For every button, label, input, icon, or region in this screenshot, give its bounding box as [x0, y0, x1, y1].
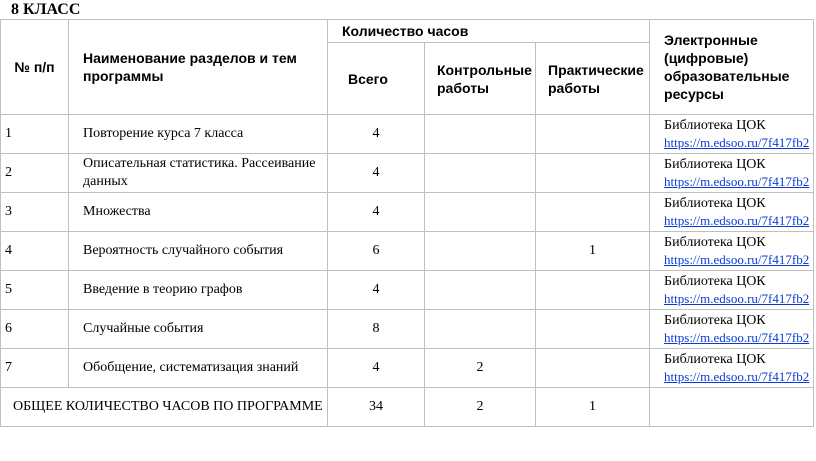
row-number: 1: [1, 115, 69, 154]
row-section-name: Случайные события: [69, 310, 328, 349]
row-section-name: Вероятность случайного события: [69, 232, 328, 271]
page-title: 8 КЛАСС: [11, 1, 81, 18]
library-label: Библиотека ЦОК: [664, 196, 766, 211]
row-resources: [650, 271, 814, 310]
resource-link[interactable]: https://m.edsoo.ru/7f417fb2: [664, 213, 810, 228]
row-resources: [650, 193, 814, 232]
table-row: [1, 349, 814, 388]
row-total-hours: 8: [328, 310, 425, 349]
row-practical-works: [536, 271, 650, 310]
row-resources: [650, 349, 814, 388]
table-row: [1, 154, 814, 193]
resource-link[interactable]: https://m.edsoo.ru/7f417fb2: [664, 369, 810, 384]
row-control-works: [425, 271, 536, 310]
row-practical-works: [536, 154, 650, 193]
header-number: № п/п: [1, 20, 69, 115]
table-row: [1, 271, 814, 310]
summary-practical-works: 1: [536, 388, 650, 427]
header-section-name: Наименование разделов и тем программы: [69, 20, 328, 115]
row-number: 4: [1, 232, 69, 271]
row-practical-works: [536, 310, 650, 349]
library-label: Библиотека ЦОК: [664, 352, 766, 367]
row-resources: [650, 232, 814, 271]
row-total-hours: 4: [328, 271, 425, 310]
row-number: 5: [1, 271, 69, 310]
curriculum-table: [0, 19, 814, 427]
row-section-name: Введение в теорию графов: [69, 271, 328, 310]
header-resources: Электронные (цифровые) образовательные ресурсы: [650, 20, 814, 115]
summary-control-works: 2: [425, 388, 536, 427]
row-number: 7: [1, 349, 69, 388]
table-row: [1, 115, 814, 154]
row-resources: [650, 154, 814, 193]
row-total-hours: 6: [328, 232, 425, 271]
row-section-name: Множества: [69, 193, 328, 232]
library-label: Библиотека ЦОК: [664, 313, 766, 328]
row-number: 6: [1, 310, 69, 349]
header-hours: Количество часов: [328, 20, 650, 43]
table-row: [1, 310, 814, 349]
row-control-works: [425, 154, 536, 193]
table-row: [1, 193, 814, 232]
row-control-works: [425, 310, 536, 349]
library-label: Библиотека ЦОК: [664, 274, 766, 289]
row-section-name: Повторение курса 7 класса: [69, 115, 328, 154]
row-resources: [650, 310, 814, 349]
row-number: 2: [1, 154, 69, 193]
row-total-hours: 4: [328, 115, 425, 154]
row-practical-works: [536, 115, 650, 154]
row-section-name: Описательная статистика. Рассеивание данных: [69, 154, 328, 193]
summary-resources: [650, 388, 814, 427]
row-control-works: [425, 115, 536, 154]
row-practical-works: [536, 349, 650, 388]
summary-total-hours: 34: [328, 388, 425, 427]
row-resources: [650, 115, 814, 154]
row-control-works: [425, 193, 536, 232]
row-total-hours: 4: [328, 154, 425, 193]
row-number: 3: [1, 193, 69, 232]
header-practical: Практические работы: [536, 43, 650, 115]
header-control: Контрольные работы: [425, 43, 536, 115]
library-label: Библиотека ЦОК: [664, 157, 766, 172]
row-total-hours: 4: [328, 349, 425, 388]
library-label: Библиотека ЦОК: [664, 118, 766, 133]
header-row-top: [1, 20, 814, 43]
resource-link[interactable]: https://m.edsoo.ru/7f417fb2: [664, 174, 810, 189]
summary-label: ОБЩЕЕ КОЛИЧЕСТВО ЧАСОВ ПО ПРОГРАММЕ: [1, 388, 328, 427]
header-total: Всего: [328, 43, 425, 115]
resource-link[interactable]: https://m.edsoo.ru/7f417fb2: [664, 135, 810, 150]
row-practical-works: 1: [536, 232, 650, 271]
library-label: Библиотека ЦОК: [664, 235, 766, 250]
resource-link[interactable]: https://m.edsoo.ru/7f417fb2: [664, 252, 810, 267]
resource-link[interactable]: https://m.edsoo.ru/7f417fb2: [664, 291, 810, 306]
row-control-works: 2: [425, 349, 536, 388]
table-row: [1, 232, 814, 271]
row-total-hours: 4: [328, 193, 425, 232]
row-section-name: Обобщение, систематизация знаний: [69, 349, 328, 388]
resource-link[interactable]: https://m.edsoo.ru/7f417fb2: [664, 330, 810, 345]
row-control-works: [425, 232, 536, 271]
row-practical-works: [536, 193, 650, 232]
summary-row: [1, 388, 814, 427]
